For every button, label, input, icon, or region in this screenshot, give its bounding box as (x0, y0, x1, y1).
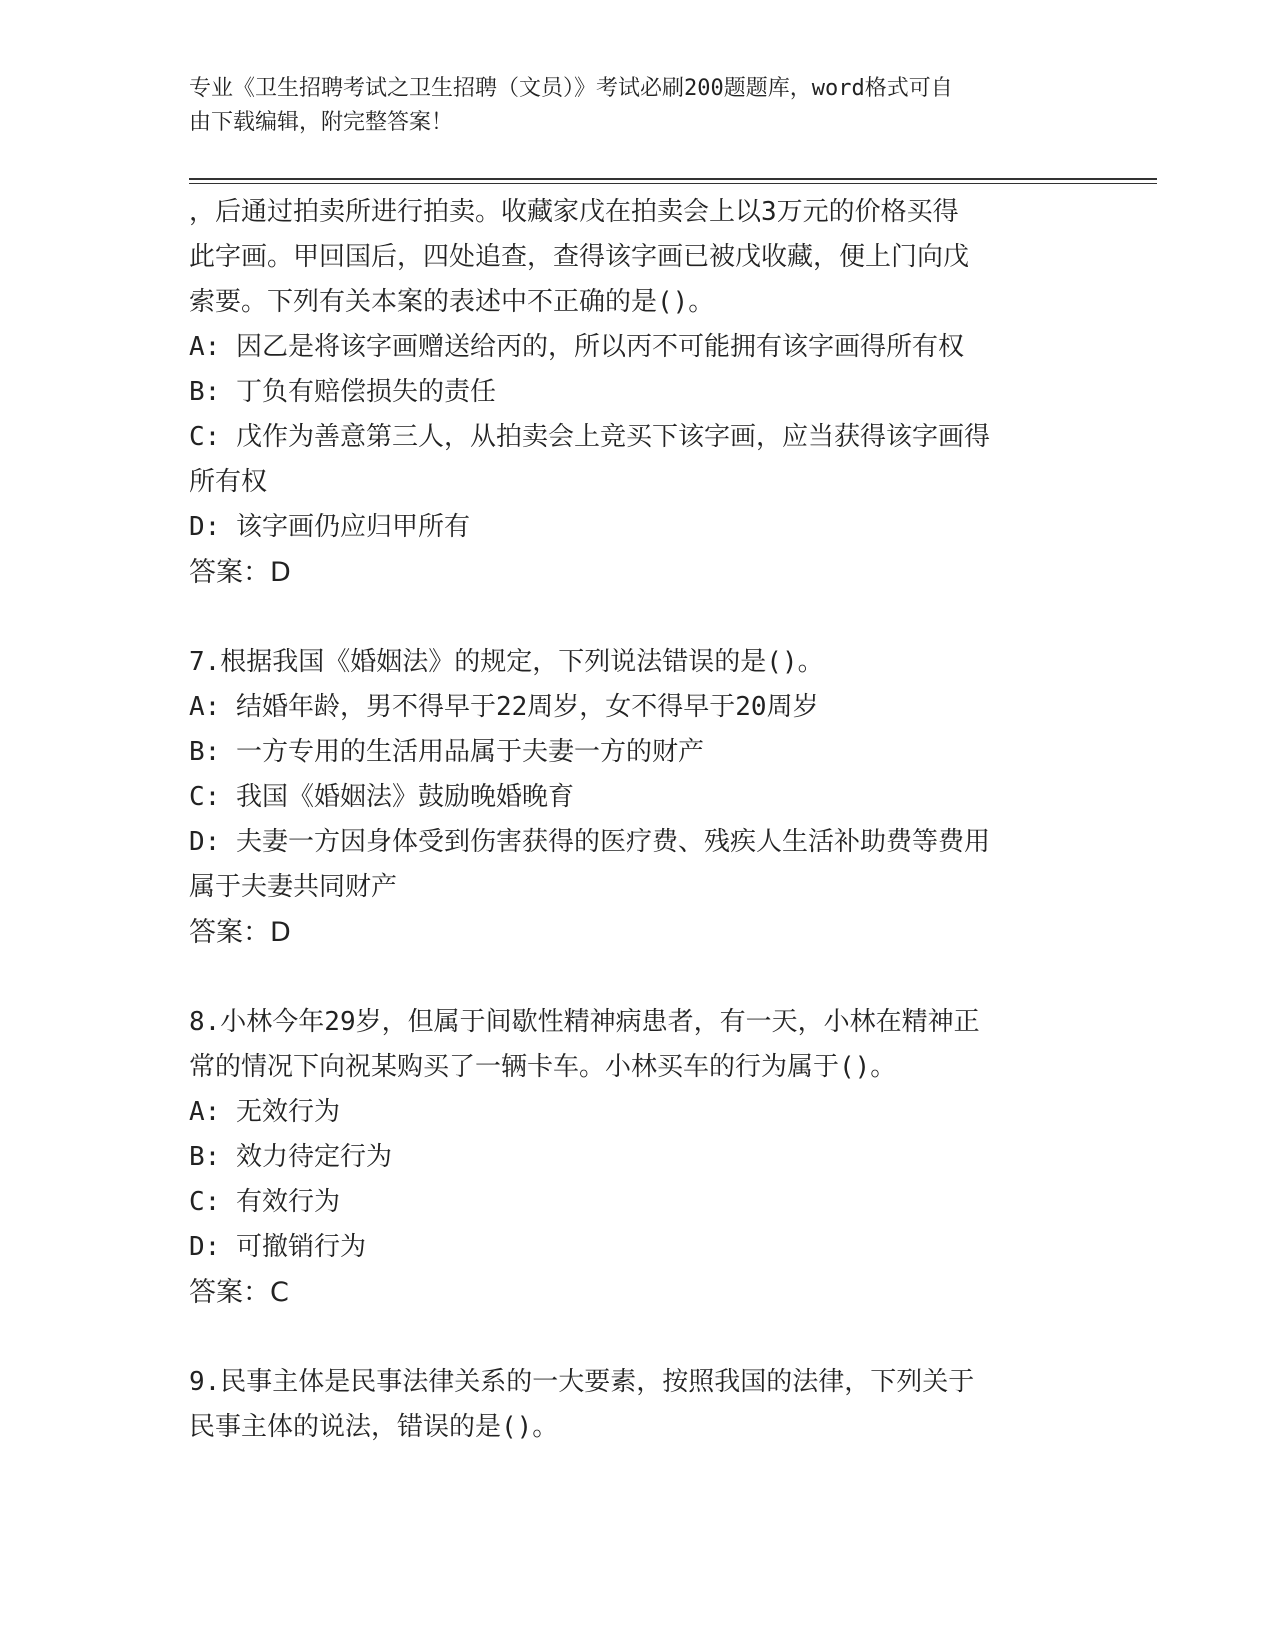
option-d: D: 该字画仍应归甲所有 (189, 512, 470, 542)
answer: 答案：D (189, 557, 291, 588)
question-text-line: 7.根据我国《婚姻法》的规定，下列说法错误的是()。 (189, 647, 824, 677)
option-c-continued: 所有权 (189, 467, 268, 497)
question-8 (189, 1000, 1089, 1315)
option-a: A: 因乙是将该字画赠送给丙的，所以丙不可能拥有该字画得所有权 (189, 332, 964, 362)
option-b: B: 效力待定行为 (189, 1142, 392, 1172)
spacer (189, 1315, 1089, 1360)
answer: 答案：C (189, 1277, 289, 1308)
question-text-line: 9.民事主体是民事法律关系的一大要素，按照我国的法律，下列关于 (189, 1367, 975, 1397)
question-text-line: 常的情况下向祝某购买了一辆卡车。小林买车的行为属于()。 (189, 1052, 897, 1082)
header-divider-thin (189, 183, 1157, 184)
document-header (189, 72, 1069, 140)
header-line-2: 由下载编辑，附完整答案！ (189, 110, 454, 135)
option-c: C: 我国《婚姻法》鼓励晚婚晚育 (189, 782, 574, 812)
option-d: D: 可撤销行为 (189, 1232, 366, 1262)
option-a: A: 无效行为 (189, 1097, 340, 1127)
question-text-line: 民事主体的说法，错误的是()。 (189, 1412, 559, 1442)
option-d: D: 夫妻一方因身体受到伤害获得的医疗费、残疾人生活补助费等费用 (189, 827, 990, 857)
question-6 (189, 190, 1089, 595)
option-b: B: 一方专用的生活用品属于夫妻一方的财产 (189, 737, 704, 767)
spacer (189, 955, 1089, 1000)
option-d-continued: 属于夫妻共同财产 (189, 872, 398, 902)
question-text-line: 索要。下列有关本案的表述中不正确的是()。 (189, 287, 715, 317)
question-7 (189, 640, 1089, 955)
header-line-1: 专业《卫生招聘考试之卫生招聘（文员）》考试必刷200题题库，word格式可自 (189, 76, 953, 101)
option-a: A: 结婚年龄，男不得早于22周岁，女不得早于20周岁 (189, 692, 819, 722)
document-body (189, 190, 1089, 1450)
question-text-line: ，后通过拍卖所进行拍卖。收藏家戊在拍卖会上以3万元的价格买得 (189, 197, 959, 227)
option-c: C: 戊作为善意第三人，从拍卖会上竞买下该字画，应当获得该字画得 (189, 422, 990, 452)
answer: 答案：D (189, 917, 291, 948)
header-divider-thick (189, 178, 1157, 180)
spacer (189, 595, 1089, 640)
question-text-line: 8.小林今年29岁，但属于间歇性精神病患者，有一天，小林在精神正 (189, 1007, 980, 1037)
question-text-line: 此字画。甲回国后，四处追查，查得该字画已被戊收藏，便上门向戊 (189, 242, 970, 272)
option-b: B: 丁负有赔偿损失的责任 (189, 377, 496, 407)
question-9 (189, 1360, 1089, 1450)
option-c: C: 有效行为 (189, 1187, 340, 1217)
